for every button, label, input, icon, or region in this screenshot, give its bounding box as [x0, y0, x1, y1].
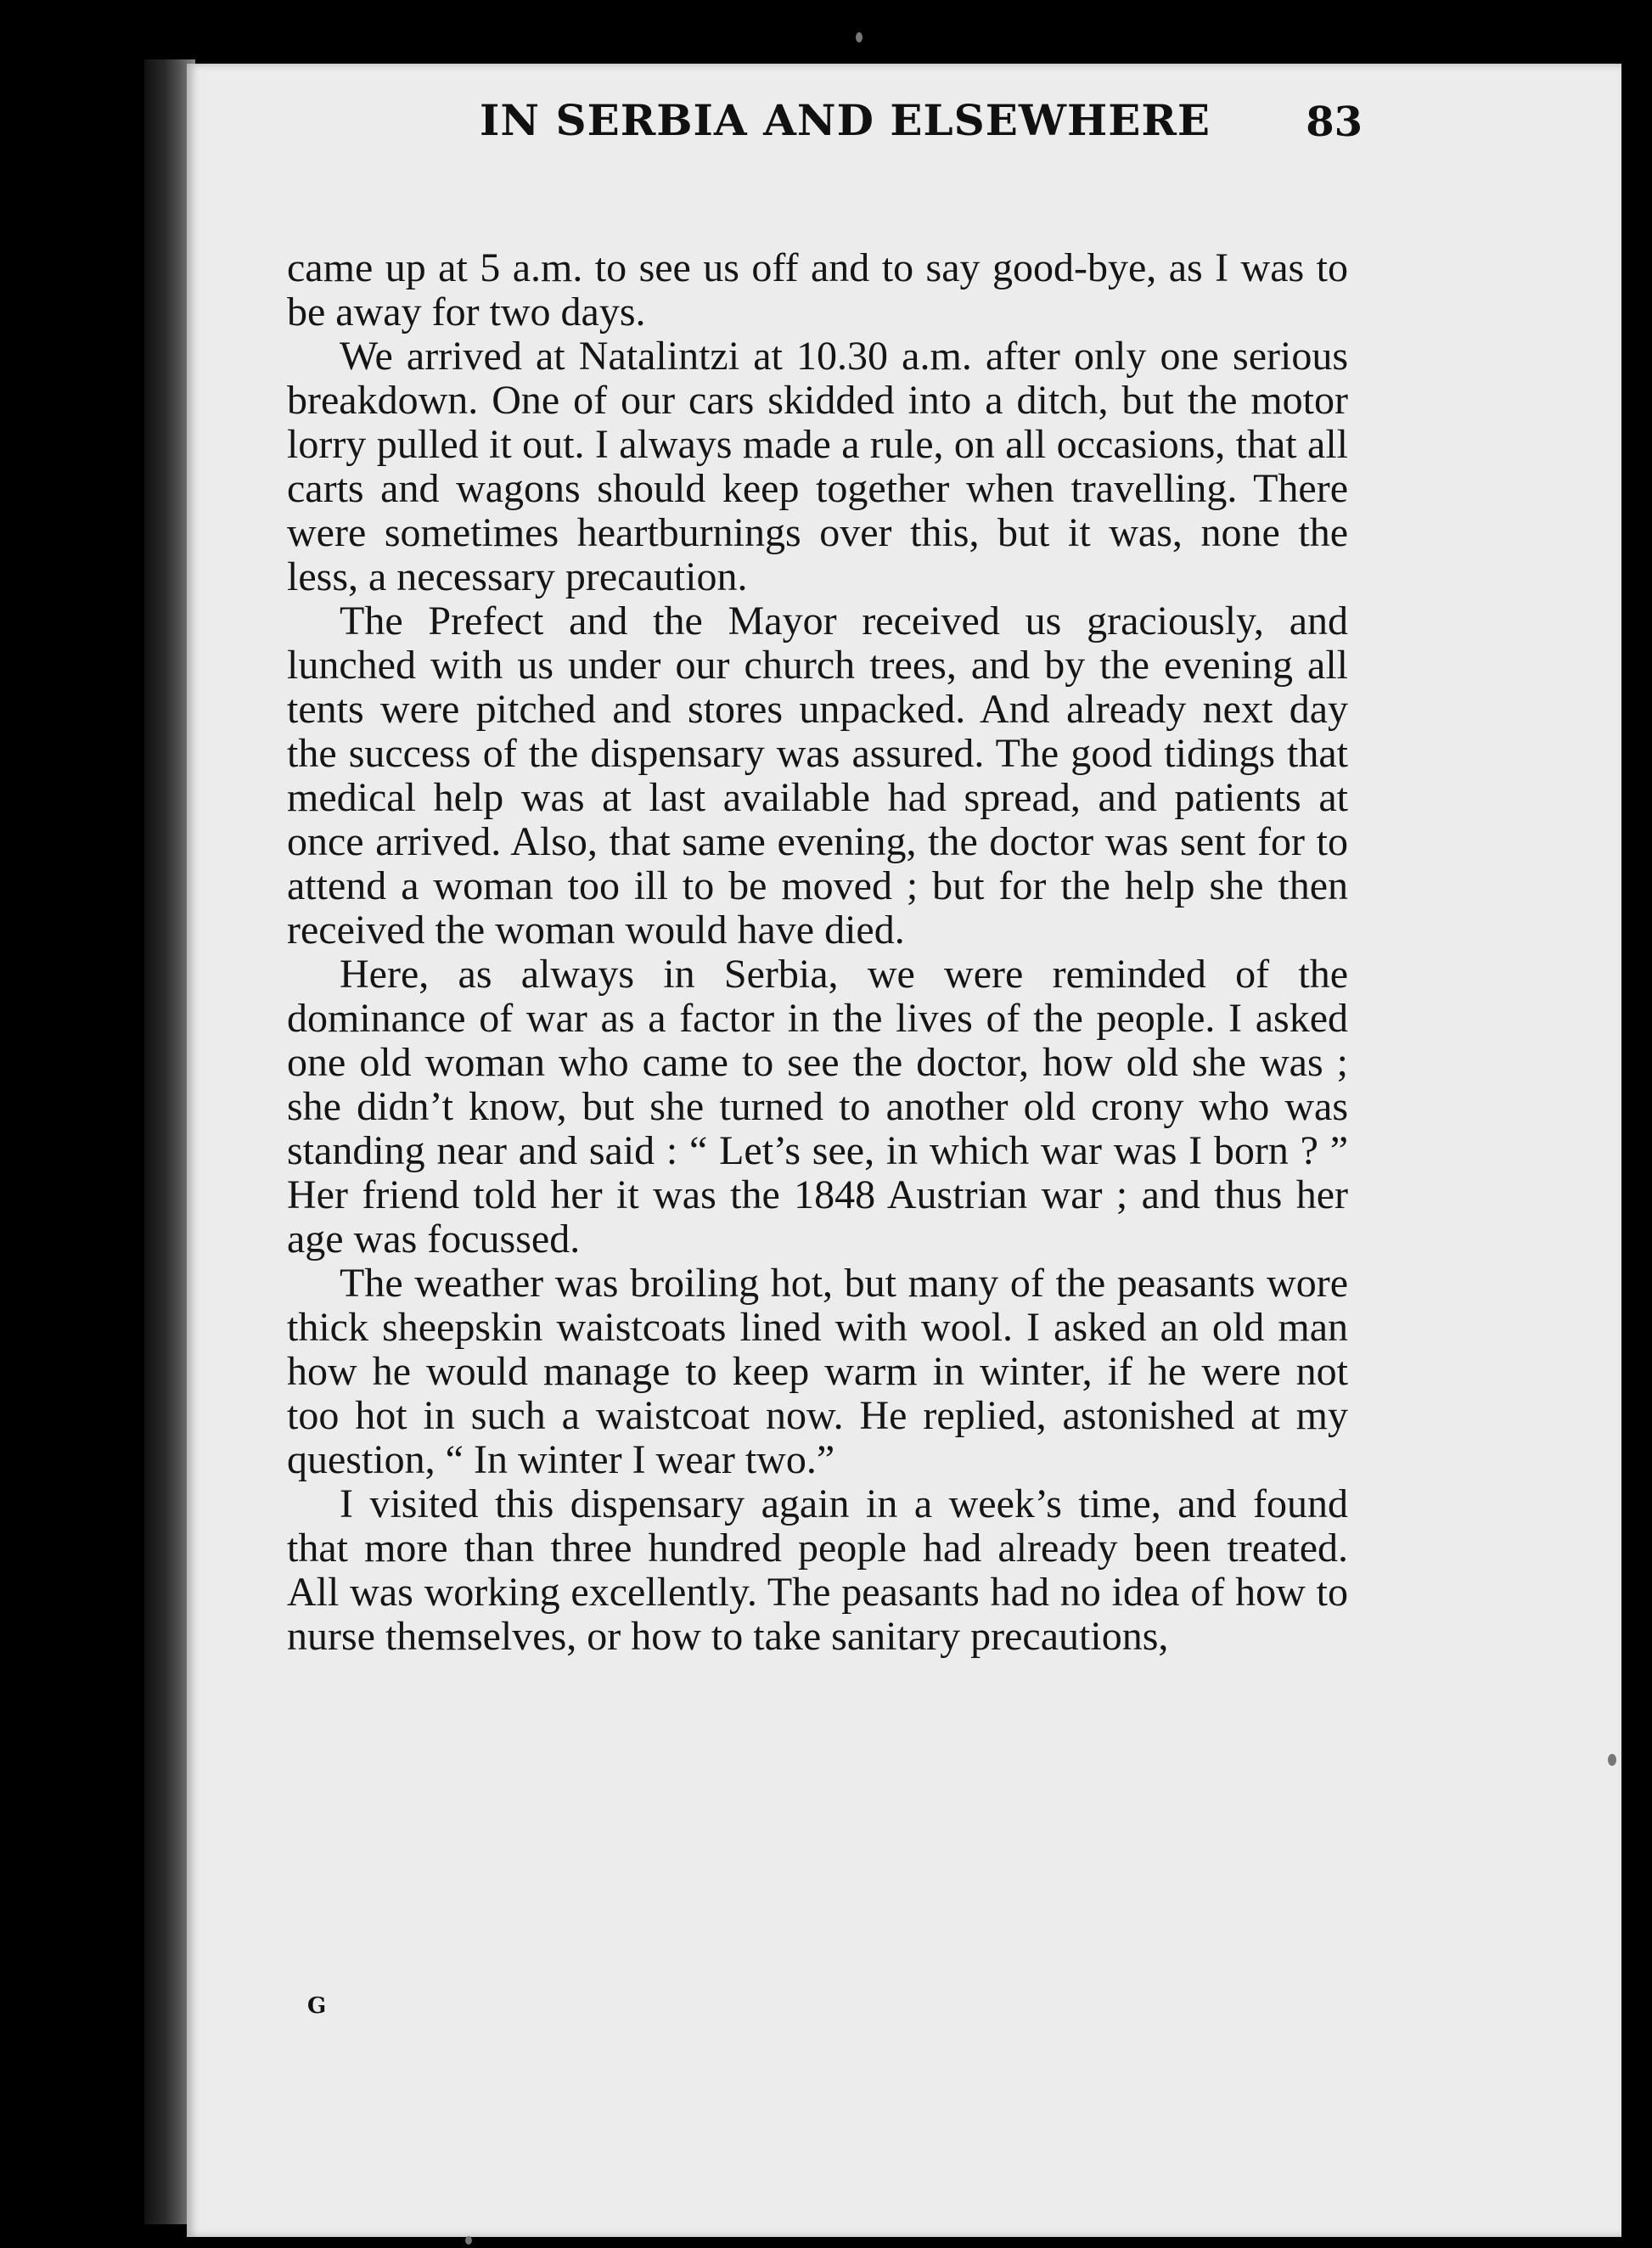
paragraph-3: The Prefect and the Mayor received us graciously, and lunched with us under our church trees, and by the evening all tents were pitched and stores unpacked. And already next day the success of the dispensary was assured. The good tidings that medical help was at last available had spread, and patients at once arrived. Also, that same evening, the doctor was sent for to attend a woman too ill to be moved ; but for the help she then received the woman would have died. [287, 599, 1348, 953]
body-text [287, 246, 1348, 1659]
paragraph-5: The weather was broiling hot, but many of the peasants wore thick sheepskin waistcoats lined with wool. I asked an old man how he would manage to keep warm in winter, if he were not too hot in such a waistcoat now. He replied, astonished at my question, “ In winter I wear two.” [287, 1261, 1348, 1482]
paragraph-2: We arrived at Natalintzi at 10.30 a.m. after only one serious breakdown. One of our cars skidded into a ditch, but the motor lorry pulled it out. I always made a rule, on all occasions, that all carts and wagons should keep together when travelling. There were sometimes heartburnings over this, but it was, none the less, a necessary precaution. [287, 334, 1348, 599]
scan-speck-top [856, 32, 863, 42]
scan-speck-right [1608, 1754, 1616, 1766]
scan-speck-bottom [465, 2236, 472, 2245]
paragraph-1: came up at 5 a.m. to see us off and to say good-bye, as I was to be away for two days. [287, 245, 1348, 334]
signature-mark: G [307, 1993, 327, 2019]
paragraph-6: I visited this dispensary again in a week’s time, and found that more than three hundred people had already been treated. All was working excellently. The peasants had no idea of how to nurse themselves, or how to take sanitary precautions, [287, 1481, 1348, 1659]
paragraph-4: Here, as always in Serbia, we were reminded of the dominance of war as a factor in the lives of the people. I asked one old woman who came to see the doctor, how old she was ; she didn’t know, but she turned to another old crony who was standing near and said : “ Let’s see, in which war was I born ? ” Her friend told her it was the 1848 Austrian war ; and thus her age was focussed. [287, 952, 1348, 1262]
page-header [293, 95, 1363, 155]
page-number: 83 [1306, 98, 1363, 146]
running-title: IN SERBIA AND ELSEWHERE [480, 95, 1211, 145]
